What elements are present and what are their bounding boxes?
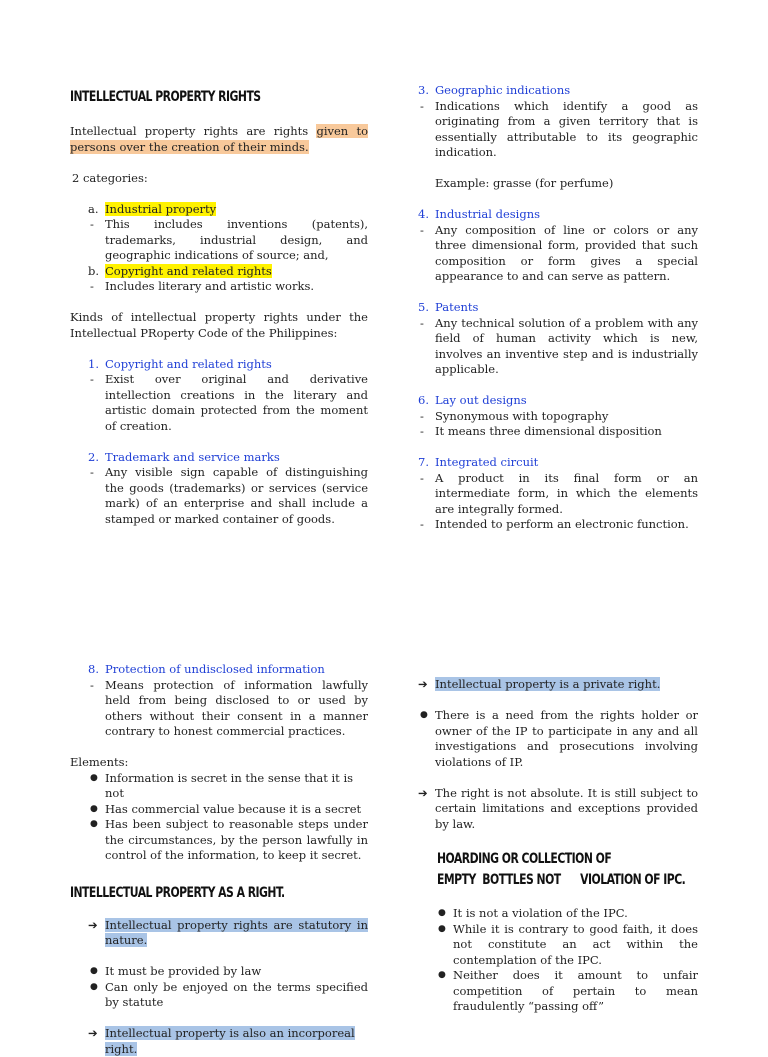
kind-7-label: Integrated circuit	[435, 455, 539, 469]
dash-marker: -	[420, 408, 424, 423]
bullet-marker: ●	[90, 966, 98, 976]
kind-6-desc-2	[400, 424, 698, 440]
intro-prefix: Intellectual property rights are rights	[70, 124, 317, 138]
dash-marker: -	[420, 517, 424, 531]
hoarding-title	[400, 850, 698, 889]
category-a-desc	[70, 217, 368, 264]
element-item	[70, 817, 368, 864]
kind-2-desc	[70, 465, 368, 527]
dash-marker: -	[420, 315, 424, 330]
kind-5-desc-text: Any technical solution of a problem with any field of human activity which is new, involves an inventive step and is industrially applicable.	[435, 315, 698, 376]
kind-1-heading	[70, 357, 368, 373]
kind-6-num: 6.	[418, 393, 429, 407]
arrow-marker: ➔	[418, 785, 428, 800]
right-top-column	[400, 83, 698, 533]
kind-6-heading	[400, 393, 698, 409]
category-b-desc	[70, 279, 368, 295]
kind-2-label: Trademark and service marks	[105, 449, 280, 464]
hoarding-item-text: Neither does it amount to unfair competition of pertain to mean fraudulently “passing off”	[453, 968, 698, 1013]
bullet-marker: ●	[90, 819, 98, 829]
arrow-marker: ➔	[88, 917, 98, 932]
kind-6-desc-1-text: Synonymous with topography	[435, 408, 609, 423]
dash-marker: -	[90, 372, 94, 386]
section-title-ipr: INTELLECTUAL PROPERTY RIGHTS	[70, 89, 261, 105]
section-title-ip-as-right: INTELLECTUAL PROPERTY AS A RIGHT.	[70, 884, 285, 901]
dash-marker: -	[420, 470, 424, 485]
kind-3-num: 3.	[418, 83, 429, 97]
bullet-marker: ●	[438, 923, 446, 934]
kind-5-desc	[400, 316, 698, 378]
kind-6-label: Lay out designs	[435, 393, 527, 407]
dash-marker: -	[420, 222, 424, 237]
element-item-text: Has commercial value because it is a secret	[105, 801, 362, 816]
kind-2-heading	[70, 450, 368, 466]
arrow-item-statutory-text: Intellectual property rights are statutory in nature.	[105, 917, 368, 947]
left-bottom-column	[70, 662, 368, 1057]
right-bottom-column	[400, 677, 698, 1015]
dash-marker: -	[90, 677, 94, 692]
dash-marker: -	[420, 424, 424, 438]
bullet-marker: ●	[90, 772, 98, 783]
law-item-text: It must be provided by law	[105, 964, 262, 978]
bullet-marker: ●	[438, 970, 446, 980]
bullet-marker: ●	[90, 803, 98, 814]
kind-7-desc-1	[400, 471, 698, 518]
kind-4-desc-text: Any composition of line or colors or any three dimensional form, provided that such composition or form gives a special appearance to and can serve as pattern.	[435, 222, 698, 283]
intro-paragraph	[70, 124, 368, 155]
element-item-text: Information is secret in the sense that it is not	[105, 770, 354, 800]
arrow-marker: ➔	[88, 1026, 98, 1040]
kind-8-label: Protection of undisclosed information	[105, 662, 325, 676]
category-b-desc-text: Includes literary and artistic works.	[105, 279, 315, 293]
kind-5-heading	[400, 300, 698, 316]
kind-3-heading	[400, 83, 698, 99]
kind-4-num: 4.	[418, 207, 429, 221]
hoarding-item	[418, 922, 698, 969]
category-a	[70, 202, 368, 218]
hoarding-title-line-2: EMPTY BOTTLES NOT VIOLATION OF IPC.	[437, 872, 686, 888]
kind-1-desc	[70, 372, 368, 434]
kind-7-desc-2-text: Intended to perform an electronic function.	[435, 517, 689, 531]
hoarding-item-text: It is not a violation of the IPC.	[453, 906, 628, 920]
kind-4-label: Industrial designs	[435, 207, 541, 221]
kind-3-label: Geographic indications	[435, 83, 571, 97]
kind-2-desc-text: Any visible sign capable of distinguishing the goods (trademarks) or services (service mark) of an enterprise and shall include a stamped or marked container of goods.	[105, 465, 368, 526]
rights-holder-item-text: There is a need from the rights holder or owner of the IP to participate in any and all investigations and prosecutions involving violations of IP.	[435, 708, 698, 769]
kind-7-desc-2	[400, 517, 698, 533]
element-item	[70, 802, 368, 818]
arrow-item-statutory	[70, 918, 368, 949]
category-a-marker: a.	[88, 201, 99, 216]
kind-4-desc	[400, 223, 698, 285]
dash-marker: -	[90, 217, 94, 231]
law-item	[70, 980, 368, 1011]
arrow-item-private	[400, 677, 698, 693]
element-item-text: Has been subject to reasonable steps under the circumstances, by the person lawfully in control of the information, to keep it secret.	[105, 817, 368, 862]
category-b-marker: b.	[88, 263, 100, 278]
bullet-marker: ●	[90, 981, 98, 992]
category-a-desc-text: This includes inventions (patents), trademarks, industrial design, and geographic indications of source; and,	[105, 217, 368, 262]
category-b	[70, 264, 368, 280]
arrow-item-private-text: Intellectual property is a private right.	[435, 677, 661, 691]
kind-3-example: Example: grasse (for perfume)	[435, 176, 614, 190]
hoarding-list	[400, 906, 698, 1015]
kind-1-label: Copyright and related rights	[105, 356, 272, 371]
arrow-item-incorporeal	[70, 1026, 368, 1057]
arrow-item-not-absolute	[400, 786, 698, 833]
hoarding-item	[418, 968, 698, 1015]
kind-3-desc	[400, 99, 698, 161]
hoarding-item-text: While it is contrary to good faith, it does not constitute an act within the contemplation of the IPC.	[453, 921, 698, 967]
kind-1-desc-text: Exist over original and derivative intellection creations in the literary and artistic domain protected from the moment of creation.	[105, 372, 368, 433]
hoarding-title-line-1: HOARDING OR COLLECTION OF	[437, 851, 612, 867]
kind-8-desc-text: Means protection of information lawfully held from being disclosed to or used by others without their consent in a manner contrary to honest commercial practices.	[105, 677, 368, 738]
dash-marker: -	[90, 279, 94, 293]
rights-holder-item	[400, 708, 698, 770]
kind-6-desc-2-text: It means three dimensional disposition	[435, 424, 662, 438]
law-item	[70, 964, 368, 980]
intro-highlight: given to persons over the creation of their minds.	[70, 124, 368, 154]
dash-marker: -	[90, 465, 94, 479]
kind-5-num: 5.	[418, 300, 429, 314]
kind-3-desc-text: Indications which identify a good as originating from a given territory that is essentially attributable to its geographic indication.	[435, 98, 698, 159]
kind-2-num: 2.	[88, 449, 99, 464]
category-a-label: Industrial property	[105, 201, 217, 216]
kind-4-heading	[400, 207, 698, 223]
dash-marker: -	[420, 98, 424, 113]
kind-8-heading	[70, 662, 368, 678]
arrow-item-incorporeal-text: Intellectual property is also an incorporeal right.	[105, 1026, 355, 1056]
arrow-marker: ➔	[418, 677, 428, 691]
kind-7-num: 7.	[418, 455, 429, 469]
kind-7-heading	[400, 455, 698, 471]
hoarding-item	[418, 906, 698, 922]
bullet-marker: ●	[438, 908, 446, 918]
left-top-column	[70, 88, 368, 527]
arrow-item-not-absolute-text: The right is not absolute. It is still subject to certain limitations and exceptions provided by law.	[435, 785, 698, 831]
kind-7-desc-1-text: A product in its final form or an intermediate form, in which the elements are integrally formed.	[435, 470, 698, 516]
law-item-text: Can only be enjoyed on the terms specified by statute	[105, 979, 368, 1009]
kind-8-num: 8.	[88, 662, 99, 676]
bullet-marker: ●	[420, 710, 428, 720]
category-b-label: Copyright and related rights	[105, 263, 272, 278]
element-item	[70, 771, 368, 802]
categories-label: 2 categories:	[72, 170, 148, 185]
elements-label: Elements:	[70, 755, 129, 769]
kind-1-num: 1.	[88, 356, 99, 371]
kind-5-label: Patents	[435, 300, 479, 314]
kind-6-desc-1	[400, 409, 698, 425]
kinds-paragraph: Kinds of intellectual property rights under the Intellectual PRoperty Code of the Philippines:	[70, 310, 368, 340]
kind-8-desc	[70, 678, 368, 740]
